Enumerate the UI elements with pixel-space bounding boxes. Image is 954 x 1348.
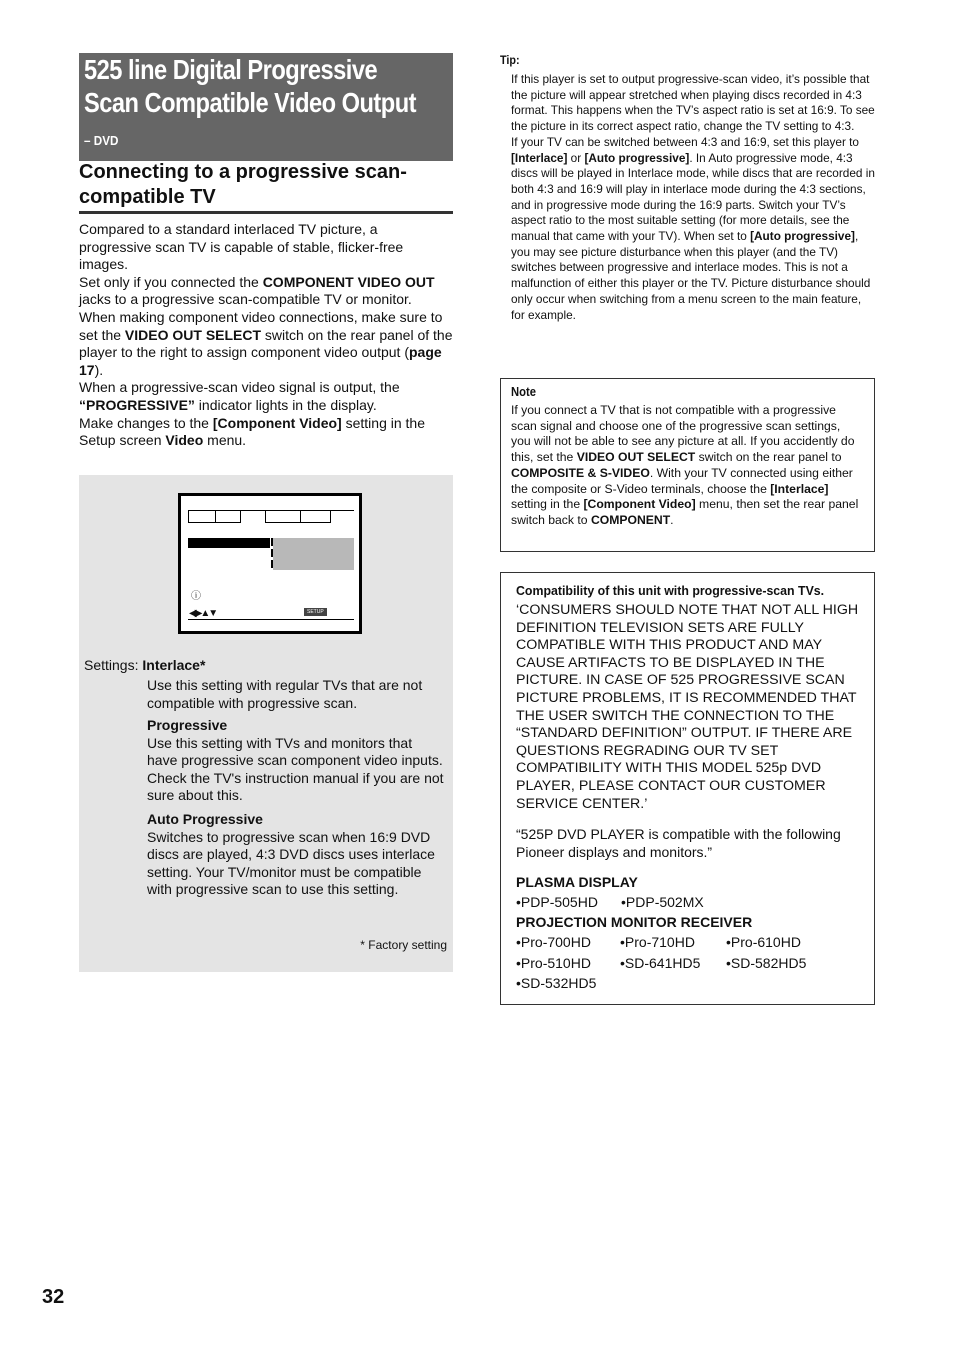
menu-tab	[300, 511, 331, 523]
menu-highlight	[188, 538, 270, 548]
section-heading: Connecting to a progressive scan-compatible TV	[79, 160, 453, 214]
nav-arrows-icon: ◀▶▲▼	[189, 608, 217, 619]
compatibility-box	[500, 572, 875, 1005]
model-item: •Pro-610HD	[726, 934, 801, 950]
note-box	[500, 378, 875, 552]
plasma-heading: PLASMA DISPLAY	[516, 874, 638, 890]
setting-progressive	[147, 717, 445, 805]
setup-screen-illustration	[178, 493, 362, 634]
paragraph: Make changes to the [Component Video] setting in the Setup screen Video menu.	[79, 414, 425, 449]
menu-tab	[215, 511, 241, 523]
setup-screen-menu	[188, 510, 354, 620]
model-item: •Pro-700HD	[516, 934, 591, 950]
menu-tab	[265, 511, 301, 523]
chapter-banner	[79, 53, 453, 161]
paragraph: When a progressive-scan video signal is output, the “PROGRESSIVE” indicator lights in the display.	[79, 379, 400, 413]
tip-text	[511, 72, 876, 323]
chapter-subtitle: – DVD	[84, 133, 119, 148]
factory-setting-footnote: * Factory setting	[360, 938, 447, 952]
model-item: •PDP-502MX	[621, 894, 704, 910]
note-title: Note	[511, 385, 537, 399]
option-panel	[273, 538, 354, 570]
projection-heading: PROJECTION MONITOR RECEIVER	[516, 914, 753, 930]
setting-desc: Use this setting with regular TVs that are not compatible with progressive scan.	[147, 677, 423, 711]
model-item: •Pro-510HD	[516, 955, 591, 971]
body-text	[79, 221, 453, 450]
info-icon: ⓘ	[191, 591, 201, 602]
compatibility-title: Compatibility of this unit with progressive-scan TVs.	[516, 583, 825, 598]
setting-heading: Progressive	[147, 717, 228, 733]
setup-button-label: SETUP	[304, 608, 327, 616]
setting-heading: Auto Progressive	[147, 811, 263, 827]
menu-tab	[188, 511, 216, 523]
model-item: •SD-532HD5	[516, 975, 597, 991]
setting-auto-progressive	[147, 811, 445, 899]
note-text: If you connect a TV that is not compatible with a progressive scan signal and choose one of the progressive scan settings, you will not be able to see any picture at all. If you accidently do this, set the VIDEO OUT SELECT switch on the rear panel to COMPOSITE & S-VIDEO. With your TV connected using either the composite or S-Video terminals, choose the [Interlace] setting in the [Component Video] menu, then set the rear panel switch back to COMPONENT.	[511, 403, 859, 527]
compatibility-warning: ‘CONSUMERS SHOULD NOTE THAT NOT ALL HIGH DEFINITION TELEVISION SETS ARE FULLY COMPATIBLE WITH THIS PRODUCT AND MAY CAUSE ARTIFACTS TO BE DISPLAYED IN THE PICTURE. IN CASE OF 525 PROGRESSIVE SCAN PICTURE PROBLEMS, IT IS RECOMMENDED THAT THE USER SWITCH THE CONNECTION TO THE “STANDARD DEFINITION” OUTPUT. IF THERE ARE QUESTIONS REGRADING OUR TV SET COMPATIBILITY WITH THIS MODEL 525p DVD PLAYER, PLEASE CONTACT OUR CUSTOMER SERVICE CENTER.’	[516, 602, 859, 812]
paragraph: Set only if you connected the COMPONENT VIDEO OUT jacks to a progressive scan-compatible TV or monitor.	[79, 273, 435, 308]
setting-desc: Use this setting with TVs and monitors that have progressive scan component video inputs. Check the TV's instruction manual if you are not sure about this.	[147, 734, 444, 804]
tip-title: Tip:	[500, 53, 520, 67]
tip-paragraph: If your TV can be switched between 4:3 and 16:9, set this player to [Interlace] or [Auto progressive]. In Auto progressive mode, 4:3 discs will be played in Interlace mode, while discs that are recorded in both 4:3 and 16:9 will play in interlace mode during the 4:3 sections, and in progressive mode during the 16:9 parts. Switch your TV’s aspect ratio to the most suitable setting (for more details, see the manual that came with your TV). When set to [Auto progressive], you may see picture disturbance when this player (and the TV) switches between progressive and interlace modes. This is not a malfunction of either this player or the TV. Picture disturbance should only occur when switching from a menu screen to the main feature, for example.	[511, 134, 875, 322]
tip-paragraph: If this player is set to output progressive-scan video, it’s possible that the picture will appear stretched when playing discs recorded in 4:3 format. This happens when the TV’s aspect ratio is set at 16:9. To see the picture in its correct aspect ratio, change the TV setting to 4:3.	[511, 72, 875, 134]
chapter-title: 525 line Digital Progressive Scan Compatible Video Output	[84, 54, 417, 118]
paragraph: Compared to a standard interlaced TV picture, a progressive scan TV is capable of stable, flicker-free images.	[79, 221, 404, 273]
paragraph: When making component video connections, make sure to set the VIDEO OUT SELECT switch on the rear panel of the player to the right to assign component video output (page 17).	[79, 308, 453, 378]
compatibility-statement: “525P DVD PLAYER is compatible with the following Pioneer displays and monitors.”	[516, 826, 841, 860]
model-item: •Pro-710HD	[620, 934, 695, 950]
model-item: •PDP-505HD	[516, 894, 598, 910]
model-item: •SD-582HD5	[726, 955, 807, 971]
page-number: 32	[42, 1286, 65, 1308]
setting-desc: Switches to progressive scan when 16:9 DVD discs are played, 4:3 DVD discs uses interlace setting. Your TV/monitor must be compatible with progressive scan to use this setting.	[147, 828, 435, 898]
model-item: •SD-641HD5	[620, 955, 701, 971]
settings-label: Settings: Interlace*	[84, 657, 206, 673]
setting-interlace	[147, 677, 445, 712]
page-reference: page 17	[79, 344, 442, 378]
